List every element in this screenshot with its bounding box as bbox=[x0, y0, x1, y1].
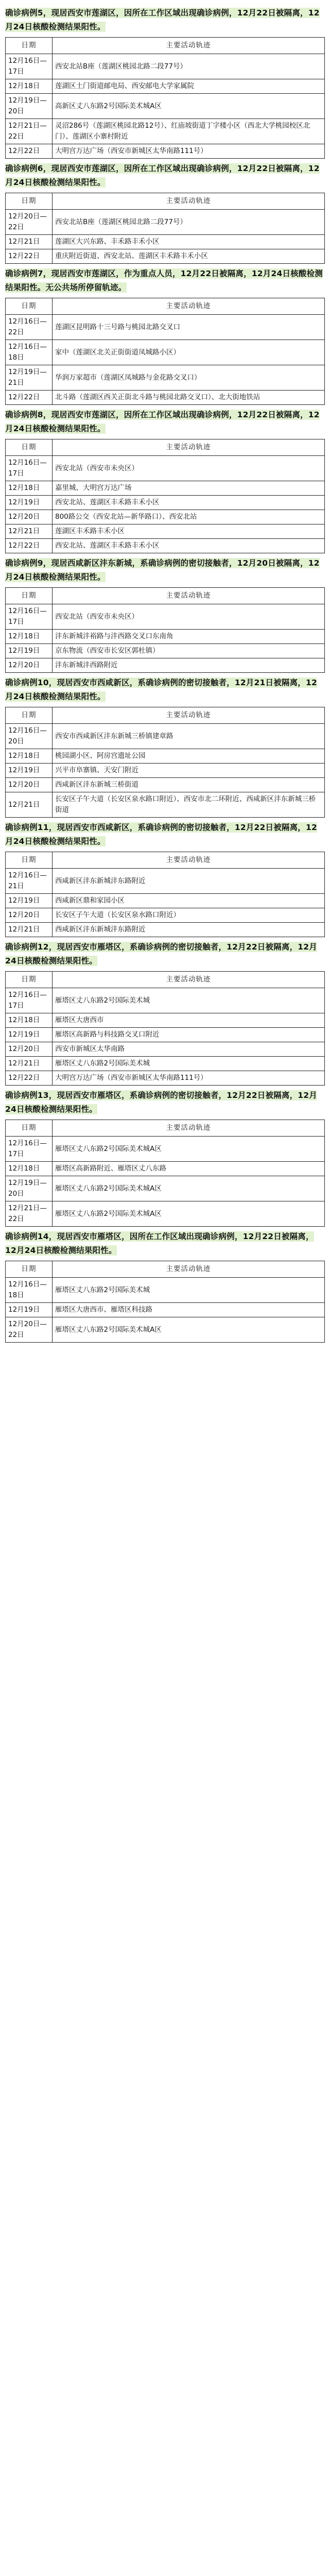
table-row bbox=[6, 630, 325, 644]
table-row bbox=[6, 764, 325, 778]
date-cell: 12月18日 bbox=[6, 481, 53, 496]
track-table bbox=[5, 439, 325, 553]
table-row bbox=[6, 1013, 325, 1028]
date-cell: 12月21日—22日 bbox=[6, 119, 53, 144]
table-row bbox=[6, 210, 325, 235]
table-row bbox=[6, 249, 325, 264]
track-cell: 西安北站、莲湖区丰禾路丰禾小区 bbox=[53, 539, 325, 553]
track-cell: 大明宫万达广场（西安市新城区太华南路111号） bbox=[53, 1071, 325, 1086]
date-cell: 12月19日—20日 bbox=[6, 1176, 53, 1201]
date-column-header: 日期 bbox=[6, 439, 53, 456]
table-row bbox=[6, 923, 325, 937]
date-cell: 12月21日 bbox=[6, 524, 53, 539]
case-intro-text: 确诊病例6，现居西安市莲湖区，因所在工作区域出现确诊病例，12月22日被隔离，12月24日核酸检测结果阳性。 bbox=[5, 164, 320, 187]
track-table bbox=[5, 852, 325, 937]
case-intro bbox=[5, 408, 325, 436]
date-cell: 12月20日 bbox=[6, 778, 53, 792]
date-column-header: 日期 bbox=[6, 852, 53, 869]
date-column-header: 日期 bbox=[6, 588, 53, 604]
table-row bbox=[6, 908, 325, 923]
date-column-header: 日期 bbox=[6, 38, 53, 54]
case-section bbox=[5, 1089, 325, 1227]
date-column-header: 日期 bbox=[6, 972, 53, 988]
table-row bbox=[6, 1057, 325, 1071]
date-cell: 12月18日 bbox=[6, 749, 53, 764]
date-cell: 12月21日 bbox=[6, 792, 53, 818]
track-cell: 雁塔区丈八东路2号国际美术城 bbox=[53, 1057, 325, 1071]
table-header-row bbox=[6, 38, 325, 54]
track-cell: 西咸新区沣东新城沣东路附近 bbox=[53, 869, 325, 894]
date-cell: 12月16日—22日 bbox=[6, 315, 53, 340]
table-row bbox=[6, 644, 325, 658]
date-cell: 12月16日—17日 bbox=[6, 456, 53, 481]
table-row bbox=[6, 1162, 325, 1176]
date-cell: 12月16日—17日 bbox=[6, 988, 53, 1013]
date-column-header: 日期 bbox=[6, 1261, 53, 1278]
track-column-header: 主要活动轨迹 bbox=[53, 193, 325, 210]
date-cell: 12月19日 bbox=[6, 764, 53, 778]
date-cell: 12月22日 bbox=[6, 144, 53, 159]
track-cell: 雁塔区丈八东路2号国际美术城A区 bbox=[53, 1176, 325, 1201]
track-cell: 莲湖区大兴东路、丰禾路丰禾小区 bbox=[53, 235, 325, 249]
track-cell: 西咸新区沣东新城沣东路附近 bbox=[53, 923, 325, 937]
date-cell: 12月18日 bbox=[6, 630, 53, 644]
track-cell: 雁塔区丈八东路2号国际美术城A区 bbox=[53, 1317, 325, 1343]
track-cell: 嘉里城、大明宫万达广场 bbox=[53, 481, 325, 496]
track-table bbox=[5, 1120, 325, 1227]
table-row bbox=[6, 604, 325, 630]
date-cell: 12月22日 bbox=[6, 539, 53, 553]
date-cell: 12月22日 bbox=[6, 249, 53, 264]
case-intro-text: 确诊病例7，现居西安市莲湖区，作为重点人员，12月22日被隔离，12月24日核酸检测结果阳性。无公共场所停留轨迹。 bbox=[5, 269, 323, 292]
date-cell: 12月16日—18日 bbox=[6, 340, 53, 365]
table-row bbox=[6, 894, 325, 908]
case-section bbox=[5, 162, 325, 264]
table-header-row bbox=[6, 707, 325, 724]
table-row bbox=[6, 792, 325, 818]
track-column-header: 主要活动轨迹 bbox=[53, 439, 325, 456]
track-column-header: 主要活动轨迹 bbox=[53, 588, 325, 604]
track-cell: 雁塔区丈八东路2号国际美术城 bbox=[53, 988, 325, 1013]
table-row bbox=[6, 1028, 325, 1042]
track-cell: 西咸新区鼎和家园小区 bbox=[53, 894, 325, 908]
track-cell: 重庆附近街道、西安北站、莲湖区丰禾路丰禾小区 bbox=[53, 249, 325, 264]
case-intro bbox=[5, 940, 325, 968]
date-cell: 12月16日—21日 bbox=[6, 869, 53, 894]
track-cell: 莲湖区昆明路十三号路与桃园北路交叉口 bbox=[53, 315, 325, 340]
date-cell: 12月21日 bbox=[6, 1057, 53, 1071]
date-column-header: 日期 bbox=[6, 193, 53, 210]
case-intro-text: 确诊病例14，现居西安市雁塔区，因所在工作区域出现确诊病例，12月22日被隔离，12月24日核酸检测结果阳性。 bbox=[5, 1232, 314, 1255]
date-column-header: 日期 bbox=[6, 707, 53, 724]
table-row bbox=[6, 1042, 325, 1057]
track-column-header: 主要活动轨迹 bbox=[53, 298, 325, 315]
date-cell: 12月21日 bbox=[6, 923, 53, 937]
track-table bbox=[5, 707, 325, 818]
track-cell: 西安市西咸新区沣东新城三桥镇建章路 bbox=[53, 724, 325, 749]
case-section bbox=[5, 267, 325, 405]
case-intro bbox=[5, 556, 325, 584]
table-row bbox=[6, 1137, 325, 1162]
track-cell: 长安区子午大道（长安区泉水路口附近） bbox=[53, 908, 325, 923]
track-cell: 雁塔区丈八东路2号国际美术城A区 bbox=[53, 1201, 325, 1227]
date-cell: 12月22日 bbox=[6, 391, 53, 405]
date-cell: 12月21日 bbox=[6, 235, 53, 249]
table-row bbox=[6, 724, 325, 749]
track-cell: 西安北站B座（莲湖区桃园北路二段77号） bbox=[53, 210, 325, 235]
date-cell: 12月16日—18日 bbox=[6, 1278, 53, 1303]
date-cell: 12月16日—17日 bbox=[6, 54, 53, 79]
track-cell: 灵沼286号（莲湖区桃园北路12号）、红庙坡街道丁字楼小区（西北大学桃园校区北门）、莲湖区小寨村附近 bbox=[53, 119, 325, 144]
track-cell: 沣东新城沣西路附近 bbox=[53, 658, 325, 673]
table-header-row bbox=[6, 1120, 325, 1137]
table-header-row bbox=[6, 1261, 325, 1278]
table-row bbox=[6, 119, 325, 144]
table-header-row bbox=[6, 193, 325, 210]
date-cell: 12月19日 bbox=[6, 644, 53, 658]
case-section bbox=[5, 821, 325, 937]
table-row bbox=[6, 94, 325, 119]
track-cell: 西安北站（西安市未央区） bbox=[53, 604, 325, 630]
date-cell: 12月18日 bbox=[6, 79, 53, 94]
table-row bbox=[6, 481, 325, 496]
track-cell: 桃园湖小区、阿房宫遗址公园 bbox=[53, 749, 325, 764]
table-row bbox=[6, 340, 325, 365]
table-row bbox=[6, 496, 325, 510]
date-column-header: 日期 bbox=[6, 1120, 53, 1137]
track-cell: 雁塔区大唐西市 bbox=[53, 1013, 325, 1028]
case-section bbox=[5, 6, 325, 159]
date-cell: 12月16日—17日 bbox=[6, 604, 53, 630]
case-intro bbox=[5, 6, 325, 34]
date-cell: 12月22日 bbox=[6, 1071, 53, 1086]
case-section bbox=[5, 676, 325, 818]
table-row bbox=[6, 869, 325, 894]
track-cell: 兴平市阜寨镇、天安门附近 bbox=[53, 764, 325, 778]
track-cell: 雁塔区高新路与科技路交叉口附近 bbox=[53, 1028, 325, 1042]
track-table bbox=[5, 1261, 325, 1343]
track-column-header: 主要活动轨迹 bbox=[53, 972, 325, 988]
table-row bbox=[6, 510, 325, 524]
date-column-header: 日期 bbox=[6, 298, 53, 315]
track-cell: 沣东新城沣裕路与沣西路交叉口东南角 bbox=[53, 630, 325, 644]
table-row bbox=[6, 749, 325, 764]
case-intro-text: 确诊病例13，现居西安市雁塔区，系确诊病例的密切接触者，12月22日被隔离，12月24日核酸检测结果阳性。 bbox=[5, 1091, 317, 1114]
track-table bbox=[5, 193, 325, 264]
date-cell: 12月20日—22日 bbox=[6, 1317, 53, 1343]
date-cell: 12月19日—21日 bbox=[6, 365, 53, 391]
date-cell: 12月19日 bbox=[6, 1028, 53, 1042]
track-column-header: 主要活动轨迹 bbox=[53, 1120, 325, 1137]
track-cell: 高新区丈八东路2号国际美术城A区 bbox=[53, 94, 325, 119]
track-column-header: 主要活动轨迹 bbox=[53, 38, 325, 54]
date-cell: 12月20日—22日 bbox=[6, 210, 53, 235]
case-section bbox=[5, 940, 325, 1086]
table-row bbox=[6, 1278, 325, 1303]
track-cell: 西安北站（西安市未央区） bbox=[53, 456, 325, 481]
table-row bbox=[6, 54, 325, 79]
track-cell: 长安区子午大道（长安区泉水路口附近）、西安市北二环附近、西咸新区沣东新城三桥街道 bbox=[53, 792, 325, 818]
case-intro bbox=[5, 162, 325, 190]
date-cell: 12月20日 bbox=[6, 908, 53, 923]
table-header-row bbox=[6, 439, 325, 456]
date-cell: 12月16日—17日 bbox=[6, 1137, 53, 1162]
table-row bbox=[6, 456, 325, 481]
track-cell: 西安北站B座（莲湖区桃园北路二段77号） bbox=[53, 54, 325, 79]
track-cell: 西安北站、莲湖区丰禾路丰禾小区 bbox=[53, 496, 325, 510]
table-header-row bbox=[6, 298, 325, 315]
date-cell: 12月18日 bbox=[6, 1162, 53, 1176]
date-cell: 12月16日—20日 bbox=[6, 724, 53, 749]
date-cell: 12月19日 bbox=[6, 496, 53, 510]
track-cell: 大明宫万达广场（西安市新城区太华南路111号） bbox=[53, 144, 325, 159]
table-row bbox=[6, 1303, 325, 1317]
track-cell: 莲湖区丰禾路丰禾小区 bbox=[53, 524, 325, 539]
case-section bbox=[5, 556, 325, 673]
track-cell: 北斗路（莲湖区西关正街北斗路与桃园北路交叉口）、北大街地铁站 bbox=[53, 391, 325, 405]
case-intro bbox=[5, 821, 325, 849]
table-header-row bbox=[6, 972, 325, 988]
track-cell: 雁塔区丈八东路2号国际美术城 bbox=[53, 1278, 325, 1303]
track-cell: 雁塔区高新路附近、雁塔区丈八东路 bbox=[53, 1162, 325, 1176]
table-row bbox=[6, 539, 325, 553]
date-cell: 12月19日—20日 bbox=[6, 94, 53, 119]
case-intro-text: 确诊病例11，现居西安市西咸新区，系确诊病例的密切接触者，12月22日被隔离，12月24日核酸检测结果阳性。 bbox=[5, 823, 317, 846]
track-column-header: 主要活动轨迹 bbox=[53, 707, 325, 724]
case-intro-text: 确诊病例8，现居西安市莲湖区，因所在工作区域出现确诊病例，12月22日被隔离，12月24日核酸检测结果阳性。 bbox=[5, 410, 320, 433]
table-row bbox=[6, 778, 325, 792]
table-row bbox=[6, 391, 325, 405]
date-cell: 12月19日 bbox=[6, 894, 53, 908]
table-row bbox=[6, 235, 325, 249]
case-intro bbox=[5, 1089, 325, 1116]
table-row bbox=[6, 1201, 325, 1227]
case-intro-text: 确诊病例12，现居西安市雁塔区，系确诊病例的密切接触者，12月22日被隔离，12月24日核酸检测结果阳性。 bbox=[5, 942, 317, 965]
date-cell: 12月19日 bbox=[6, 1303, 53, 1317]
case-intro bbox=[5, 267, 325, 295]
case-section bbox=[5, 408, 325, 553]
table-row bbox=[6, 988, 325, 1013]
track-table bbox=[5, 587, 325, 673]
table-row bbox=[6, 365, 325, 391]
track-cell: 雁塔区大唐西市、雁塔区科技路 bbox=[53, 1303, 325, 1317]
date-cell: 12月20日 bbox=[6, 658, 53, 673]
date-cell: 12月18日 bbox=[6, 1013, 53, 1028]
table-row bbox=[6, 144, 325, 159]
track-cell: 雁塔区丈八东路2号国际美术城A区 bbox=[53, 1137, 325, 1162]
table-row bbox=[6, 315, 325, 340]
table-row bbox=[6, 1317, 325, 1343]
track-cell: 京东物流（西安市长安区郭杜镇） bbox=[53, 644, 325, 658]
case-intro-text: 确诊病例10，现居西安市西咸新区，系确诊病例的密切接触者，12月21日被隔离，12月24日核酸检测结果阳性。 bbox=[5, 678, 317, 701]
date-cell: 12月20日 bbox=[6, 510, 53, 524]
track-column-header: 主要活动轨迹 bbox=[53, 852, 325, 869]
table-header-row bbox=[6, 588, 325, 604]
case-section bbox=[5, 1230, 325, 1343]
date-cell: 12月21日—22日 bbox=[6, 1201, 53, 1227]
table-row bbox=[6, 1176, 325, 1201]
table-header-row bbox=[6, 852, 325, 869]
track-cell: 家中（莲湖区北关正街街道凤城路小区） bbox=[53, 340, 325, 365]
track-cell: 西安市新城区太华南路 bbox=[53, 1042, 325, 1057]
track-column-header: 主要活动轨迹 bbox=[53, 1261, 325, 1278]
date-cell: 12月20日 bbox=[6, 1042, 53, 1057]
table-row bbox=[6, 1071, 325, 1086]
track-cell: 莲湖区土门街道邮电局、西安邮电大学家属院 bbox=[53, 79, 325, 94]
track-cell: 西咸新区沣东新城三桥街道 bbox=[53, 778, 325, 792]
track-cell: 华润万家超市（莲湖区凤城路与金花路交叉口） bbox=[53, 365, 325, 391]
track-table bbox=[5, 37, 325, 159]
track-table bbox=[5, 298, 325, 405]
table-row bbox=[6, 658, 325, 673]
case-intro-text: 确诊病例9，现居西咸新区沣东新城，系确诊病例的密切接触者，12月20日被隔离，12月24日核酸检测结果阳性。 bbox=[5, 558, 320, 582]
table-row bbox=[6, 524, 325, 539]
case-intro-text: 确诊病例5，现居西安市莲湖区，因所在工作区域出现确诊病例，12月22日被隔离，12月24日核酸检测结果阳性。 bbox=[5, 8, 320, 31]
case-intro bbox=[5, 1230, 325, 1258]
track-table bbox=[5, 971, 325, 1086]
table-row bbox=[6, 79, 325, 94]
track-cell: 800路公交（西安北站—新华路口）、西安北站 bbox=[53, 510, 325, 524]
case-intro bbox=[5, 676, 325, 704]
